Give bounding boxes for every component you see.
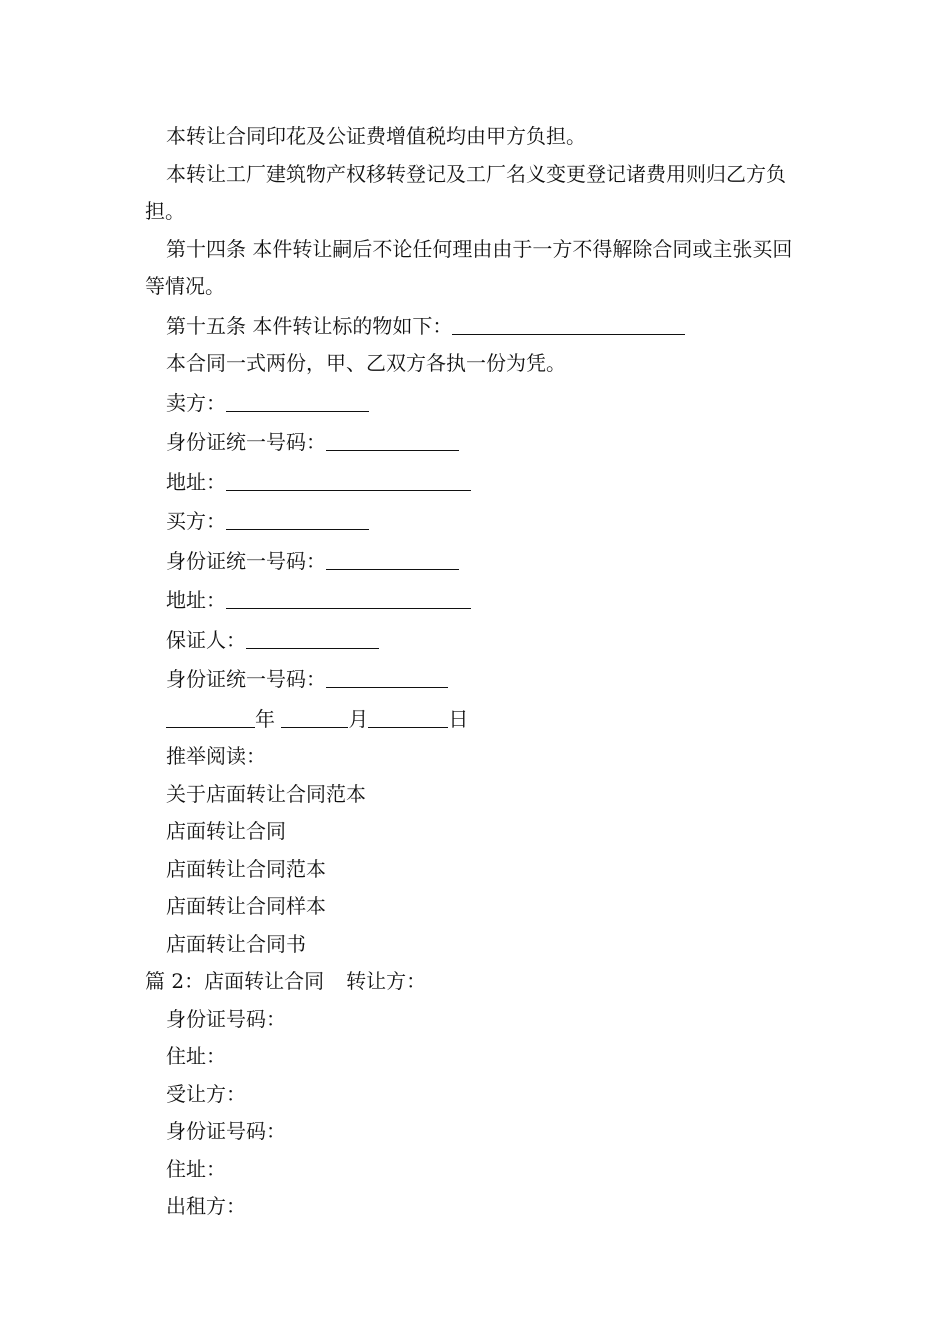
seller-address-line — [145, 462, 810, 502]
recommended-item[interactable]: 店面转让合同书 — [166, 931, 306, 956]
year-label: 年 — [255, 706, 275, 731]
part2-title-line — [145, 963, 810, 1001]
date-line — [145, 699, 810, 739]
buyer-address-line — [145, 580, 810, 620]
recommended-item[interactable]: 店面转让合同 — [166, 819, 286, 843]
paragraph-copies: 本合同一式两份，甲、乙双方各执一份为凭。 — [166, 351, 566, 375]
seller-id-blank — [326, 424, 459, 451]
transferor-label: 转让方： — [346, 969, 427, 993]
transferee-id-label: 身份证号码： — [166, 1119, 286, 1143]
guarantor-id-blank — [326, 661, 448, 688]
transferor-id-label: 身份证号码： — [166, 1006, 286, 1031]
day-blank — [368, 701, 448, 728]
seller-label: 卖方： — [166, 390, 226, 415]
seller-blank — [226, 385, 369, 412]
recommended-item[interactable]: 店面转让合同范本 — [166, 856, 326, 881]
year-blank — [166, 701, 255, 728]
guarantor-line — [145, 620, 810, 660]
paragraph-registration-fees: 本转让工厂建筑物产权移转登记及工厂名义变更登记诸费用则归乙方负担。 — [145, 161, 786, 223]
buyer-id-label: 身份证统一号码： — [166, 548, 326, 573]
seller-line — [145, 383, 810, 423]
buyer-address-label: 地址： — [166, 588, 226, 612]
paragraph-article-14: 第十四条 本件转让嗣后不论任何理由由于一方不得解除合同或主张买回等情况。 — [145, 236, 793, 298]
buyer-label: 买方： — [166, 509, 226, 533]
paragraph-stamp-tax: 本转让合同印花及公证费增值税均由甲方负担。 — [166, 124, 586, 148]
guarantor-label: 保证人： — [166, 627, 246, 652]
document-body — [145, 118, 810, 1226]
buyer-id-blank — [326, 543, 459, 570]
seller-id-label: 身份证统一号码： — [166, 430, 326, 454]
article-15-text: 第十五条 本件转让标的物如下： — [166, 313, 453, 338]
seller-address-blank — [226, 464, 471, 491]
seller-address-label: 地址： — [166, 469, 226, 494]
recommended-heading: 推举阅读： — [166, 744, 266, 768]
buyer-id-line — [145, 541, 810, 581]
article-15-blank — [452, 308, 685, 335]
transferee-label: 受让方： — [166, 1081, 246, 1106]
guarantor-id-label: 身份证统一号码： — [166, 667, 326, 691]
buyer-line — [145, 501, 810, 541]
recommended-item[interactable]: 店面转让合同样本 — [166, 894, 326, 918]
lessor-label: 出租方： — [166, 1194, 246, 1218]
month-blank — [281, 701, 348, 728]
paragraph-article-15 — [145, 306, 810, 346]
buyer-address-blank — [226, 582, 471, 609]
guarantor-id-line — [145, 659, 810, 699]
transferee-address-label: 住址： — [166, 1156, 226, 1181]
day-label: 日 — [448, 706, 469, 731]
seller-id-line — [145, 422, 810, 462]
guarantor-blank — [246, 622, 379, 649]
month-label: 月 — [348, 706, 369, 731]
recommended-item[interactable]: 关于店面转让合同范本 — [166, 781, 366, 806]
transferor-address-label: 住址： — [166, 1044, 226, 1068]
part2-title: 篇 2：店面转让合同 — [145, 969, 325, 993]
buyer-blank — [226, 503, 369, 530]
